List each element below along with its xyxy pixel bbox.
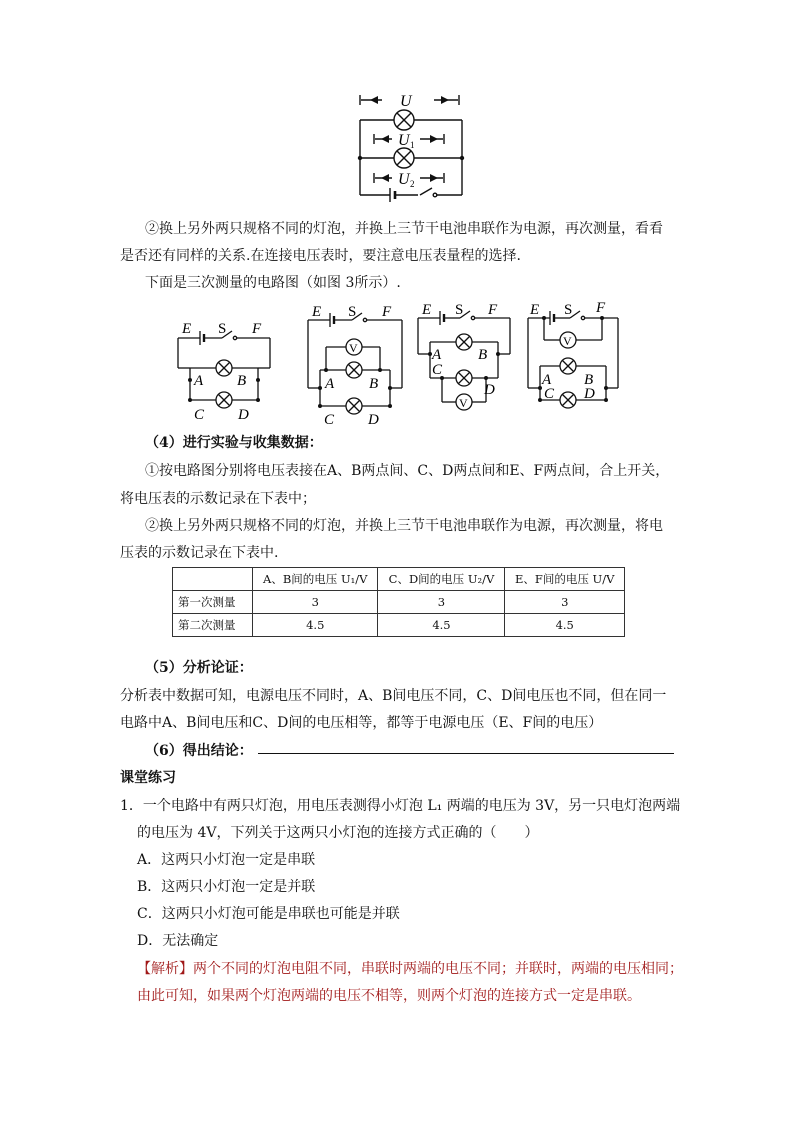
c3-label-c: C <box>432 362 443 378</box>
label-u1-sub: 1 <box>410 140 415 150</box>
practice-title: 课堂练习 <box>120 770 176 786</box>
conclusion-answer-blank[interactable] <box>258 753 674 754</box>
c1-label-b: B <box>237 373 247 389</box>
voltage-data-table <box>172 567 625 637</box>
step4-item1-line1: ①按电路图分别将电压表接在A、B两点间、C、D两点间和E、F两点间，合上开关， <box>145 463 670 479</box>
option-b: B．这两只小灯泡一定是并联 <box>137 879 316 895</box>
paragraph-replace-line1: ②换上另外两只规格不同的灯泡，并换上三节干电池串联作为电源，再次测量，看看 <box>145 221 663 237</box>
c3-label-e: E <box>422 302 432 318</box>
parallel-circuit-diagram <box>352 90 467 202</box>
label-u2-sub: 2 <box>410 179 415 189</box>
c3-voltmeter-label: V <box>459 396 468 410</box>
table-cell: 3 <box>505 591 625 614</box>
step4-item2-line1: ②换上另外两只规格不同的灯泡，并换上三节干电池串联作为电源，再次测量，将电 <box>145 518 663 534</box>
option-c: C．这两只小灯泡可能是串联也可能是并联 <box>137 906 400 922</box>
step5-line1: 分析表中数据可知，电源电压不同时，A、B间电压不同，C、D间电压也不同，但在同一 <box>120 688 667 704</box>
step4-item2-line2: 压表的示数记录在下表中. <box>120 545 279 561</box>
c2-label-s: S <box>348 304 357 320</box>
step4-heading: （4）进行实验与收集数据： <box>145 435 323 451</box>
table-cell: 4.5 <box>378 614 505 637</box>
paragraph-figure-intro: 下面是三次测量的电路图（如图 3所示）. <box>145 275 401 291</box>
c4-label-e: E <box>530 302 540 318</box>
c2-label-c: C <box>324 412 335 426</box>
table-row-label: 第一次测量 <box>173 591 253 614</box>
c3-label-b: B <box>478 347 488 363</box>
c1-label-d: D <box>238 407 249 422</box>
c4-label-s: S <box>564 302 573 318</box>
c4-label-c: C <box>544 386 555 402</box>
c4-label-f: F <box>596 300 606 316</box>
table-cell: 3 <box>378 591 505 614</box>
c3-label-f: F <box>488 302 498 318</box>
option-d: D．无法确定 <box>137 933 219 949</box>
question-line2: 的电压为 4V，下列关于这两只小灯泡的连接方式正确的（ ） <box>137 825 539 841</box>
c2-label-e: E <box>312 304 322 320</box>
table-header-row <box>173 568 625 591</box>
paragraph-replace-line2: 是否还有同样的关系.在连接电压表时，要注意电压表量程的选择. <box>120 248 521 264</box>
table-cell: 3 <box>253 591 378 614</box>
table-header-cell: A、B间的电压 U₁/V <box>253 568 378 591</box>
c2-voltmeter-label: V <box>349 341 358 355</box>
option-a: A．这两只小灯泡一定是串联 <box>137 852 316 868</box>
c2-label-d: D <box>368 412 379 426</box>
step5-line2: 电路中A、B间电压和C、D间的电压相等，都等于电源电压（E、F间的电压） <box>120 715 603 731</box>
c1-label-a: A <box>194 373 204 389</box>
table-cell: 4.5 <box>253 614 378 637</box>
c2-label-a: A <box>325 376 335 392</box>
c3-label-a: A <box>432 347 442 363</box>
analysis-line2: 由此可知，如果两个灯泡两端的电压不相等，则两个灯泡的连接方式一定是串联。 <box>137 988 641 1004</box>
c1-label-c: C <box>194 407 205 422</box>
c4-label-d: D <box>584 386 595 402</box>
c2-label-f: F <box>382 304 392 320</box>
table-row <box>173 591 625 614</box>
c1-label-f: F <box>252 321 262 337</box>
table-cell: 4.5 <box>505 614 625 637</box>
c4-label-a: A <box>542 372 552 388</box>
step5-heading: （5）分析论证： <box>145 660 253 676</box>
c2-label-b: B <box>369 376 379 392</box>
c1-label-e: E <box>182 321 192 337</box>
c3-label-d: D <box>484 382 495 398</box>
c3-label-s: S <box>455 302 464 318</box>
step6-heading: （6）得出结论： <box>145 743 253 759</box>
table-header-cell: C、D间的电压 U₂/V <box>378 568 505 591</box>
circuit-diagram-2 <box>298 300 410 426</box>
circuit-diagram-4 <box>522 298 626 416</box>
table-header-cell: E、F间的电压 U/V <box>505 568 625 591</box>
circuit-diagram-3 <box>412 298 516 416</box>
c1-label-s: S <box>218 321 227 337</box>
label-u: U <box>400 93 412 110</box>
step4-item1-line2: 将电压表的示数记录在下表中； <box>120 491 316 507</box>
table-row-label: 第二次测量 <box>173 614 253 637</box>
table-row <box>173 614 625 637</box>
table-header-cell <box>173 568 253 591</box>
question-line1: 1．一个电路中有两只灯泡，用电压表测得小灯泡 L₁ 两端的电压为 3V，另一只电灯泡两端 <box>120 798 681 814</box>
label-u2: U <box>398 171 410 188</box>
circuit-diagram-1 <box>168 318 280 422</box>
c4-voltmeter-label: V <box>563 334 572 348</box>
label-u1: U <box>398 132 410 149</box>
c4-label-b: B <box>584 372 594 388</box>
analysis-line1: 【解析】两个不同的灯泡电阻不同，串联时两端的电压不同；并联时，两端的电压相同； <box>137 961 683 977</box>
